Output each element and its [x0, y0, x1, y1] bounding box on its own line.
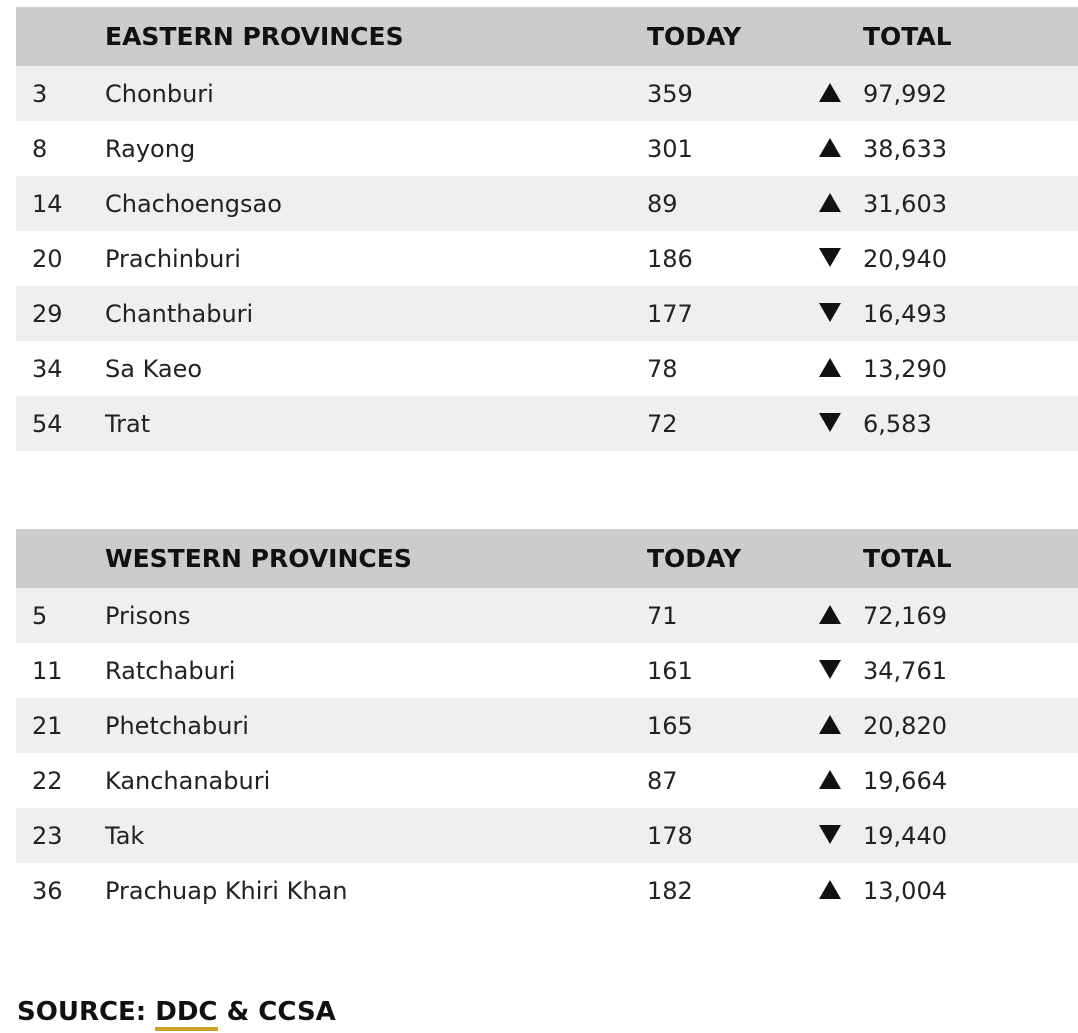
- header-total: TOTAL: [863, 22, 952, 51]
- rank-cell: 54: [32, 409, 63, 438]
- total-count-cell: 13,004: [863, 876, 947, 905]
- table-row: [16, 588, 1078, 643]
- rank-cell: 34: [32, 354, 63, 383]
- today-count-cell: 165: [647, 711, 693, 740]
- triangle-down-icon: [819, 413, 841, 432]
- header-rank: [16, 7, 105, 66]
- rank-cell: 3: [32, 79, 48, 108]
- source-suffix: & CCSA: [217, 997, 336, 1027]
- total-count-cell: 20,820: [863, 711, 947, 740]
- rank-cell: 29: [32, 299, 63, 328]
- today-count-cell: 71: [647, 601, 678, 630]
- trend-cell: [817, 753, 863, 808]
- today-count-cell: 177: [647, 299, 693, 328]
- trend-cell: [817, 643, 863, 698]
- total-count-cell: 38,633: [863, 134, 947, 163]
- total-count-cell: 34,761: [863, 656, 947, 685]
- triangle-up-icon: [819, 358, 841, 377]
- triangle-down-icon: [819, 660, 841, 679]
- rank-cell: 20: [32, 244, 63, 273]
- total-count-cell: 16,493: [863, 299, 947, 328]
- table-row: [16, 808, 1078, 863]
- header-rank: [16, 529, 105, 588]
- rank-cell: 23: [32, 821, 63, 850]
- trend-cell: [817, 396, 863, 451]
- total-count-cell: 6,583: [863, 409, 932, 438]
- trend-cell: [817, 808, 863, 863]
- today-count-cell: 186: [647, 244, 693, 273]
- triangle-up-icon: [819, 880, 841, 899]
- table-row: [16, 231, 1078, 286]
- table-row: [16, 753, 1078, 808]
- trend-cell: [817, 176, 863, 231]
- total-count-cell: 20,940: [863, 244, 947, 273]
- header-today: TODAY: [647, 544, 742, 573]
- province-name-cell: Chachoengsao: [105, 189, 282, 218]
- trend-cell: [817, 863, 863, 918]
- header-today: TODAY: [647, 22, 742, 51]
- triangle-up-icon: [819, 715, 841, 734]
- trend-cell: [817, 341, 863, 396]
- table-row: [16, 176, 1078, 231]
- table-header-row: [16, 529, 1078, 588]
- table-row: [16, 286, 1078, 341]
- triangle-down-icon: [819, 248, 841, 267]
- triangle-up-icon: [819, 83, 841, 102]
- trend-cell: [817, 121, 863, 176]
- rank-cell: 11: [32, 656, 63, 685]
- today-count-cell: 182: [647, 876, 693, 905]
- today-count-cell: 89: [647, 189, 678, 218]
- header-trend: [817, 7, 863, 66]
- province-name-cell: Chonburi: [105, 79, 214, 108]
- table-row: [16, 66, 1078, 121]
- western-provinces-table: [16, 529, 1078, 918]
- triangle-up-icon: [819, 605, 841, 624]
- trend-cell: [817, 231, 863, 286]
- table-row: [16, 341, 1078, 396]
- triangle-down-icon: [819, 303, 841, 322]
- rank-cell: 14: [32, 189, 63, 218]
- province-name-cell: Rayong: [105, 134, 196, 163]
- today-count-cell: 72: [647, 409, 678, 438]
- today-count-cell: 359: [647, 79, 693, 108]
- today-count-cell: 161: [647, 656, 693, 685]
- table-row: [16, 643, 1078, 698]
- source-link-ddc[interactable]: DDC: [155, 997, 217, 1031]
- rank-cell: 8: [32, 134, 48, 163]
- province-name-cell: Prachuap Khiri Khan: [105, 876, 348, 905]
- rank-cell: 5: [32, 601, 48, 630]
- total-count-cell: 19,664: [863, 766, 947, 795]
- total-count-cell: 13,290: [863, 354, 947, 383]
- table-header-row: [16, 7, 1078, 66]
- triangle-up-icon: [819, 770, 841, 789]
- province-name-cell: Prachinburi: [105, 244, 241, 273]
- total-count-cell: 31,603: [863, 189, 947, 218]
- rank-cell: 21: [32, 711, 63, 740]
- total-count-cell: 72,169: [863, 601, 947, 630]
- table-row: [16, 396, 1078, 451]
- trend-cell: [817, 66, 863, 121]
- source-credit: [17, 997, 336, 1027]
- triangle-up-icon: [819, 193, 841, 212]
- rank-cell: 22: [32, 766, 63, 795]
- province-name-cell: Tak: [105, 821, 145, 850]
- today-count-cell: 78: [647, 354, 678, 383]
- province-name-cell: Ratchaburi: [105, 656, 236, 685]
- trend-cell: [817, 698, 863, 753]
- province-name-cell: Phetchaburi: [105, 711, 249, 740]
- rank-cell: 36: [32, 876, 63, 905]
- table-row: [16, 863, 1078, 918]
- header-region: WESTERN PROVINCES: [105, 544, 412, 573]
- province-name-cell: Kanchanaburi: [105, 766, 271, 795]
- western-rows: [16, 588, 1078, 918]
- header-region: EASTERN PROVINCES: [105, 22, 404, 51]
- province-name-cell: Chanthaburi: [105, 299, 254, 328]
- province-name-cell: Sa Kaeo: [105, 354, 203, 383]
- triangle-up-icon: [819, 138, 841, 157]
- today-count-cell: 87: [647, 766, 678, 795]
- eastern-provinces-table: [16, 7, 1078, 451]
- table-row: [16, 698, 1078, 753]
- eastern-rows: [16, 66, 1078, 451]
- table-row: [16, 121, 1078, 176]
- trend-cell: [817, 588, 863, 643]
- trend-cell: [817, 286, 863, 341]
- total-count-cell: 19,440: [863, 821, 947, 850]
- source-prefix: SOURCE:: [17, 997, 156, 1027]
- triangle-down-icon: [819, 825, 841, 844]
- total-count-cell: 97,992: [863, 79, 947, 108]
- today-count-cell: 178: [647, 821, 693, 850]
- header-trend: [817, 529, 863, 588]
- province-name-cell: Prisons: [105, 601, 191, 630]
- header-total: TOTAL: [863, 544, 952, 573]
- today-count-cell: 301: [647, 134, 693, 163]
- province-name-cell: Trat: [105, 409, 151, 438]
